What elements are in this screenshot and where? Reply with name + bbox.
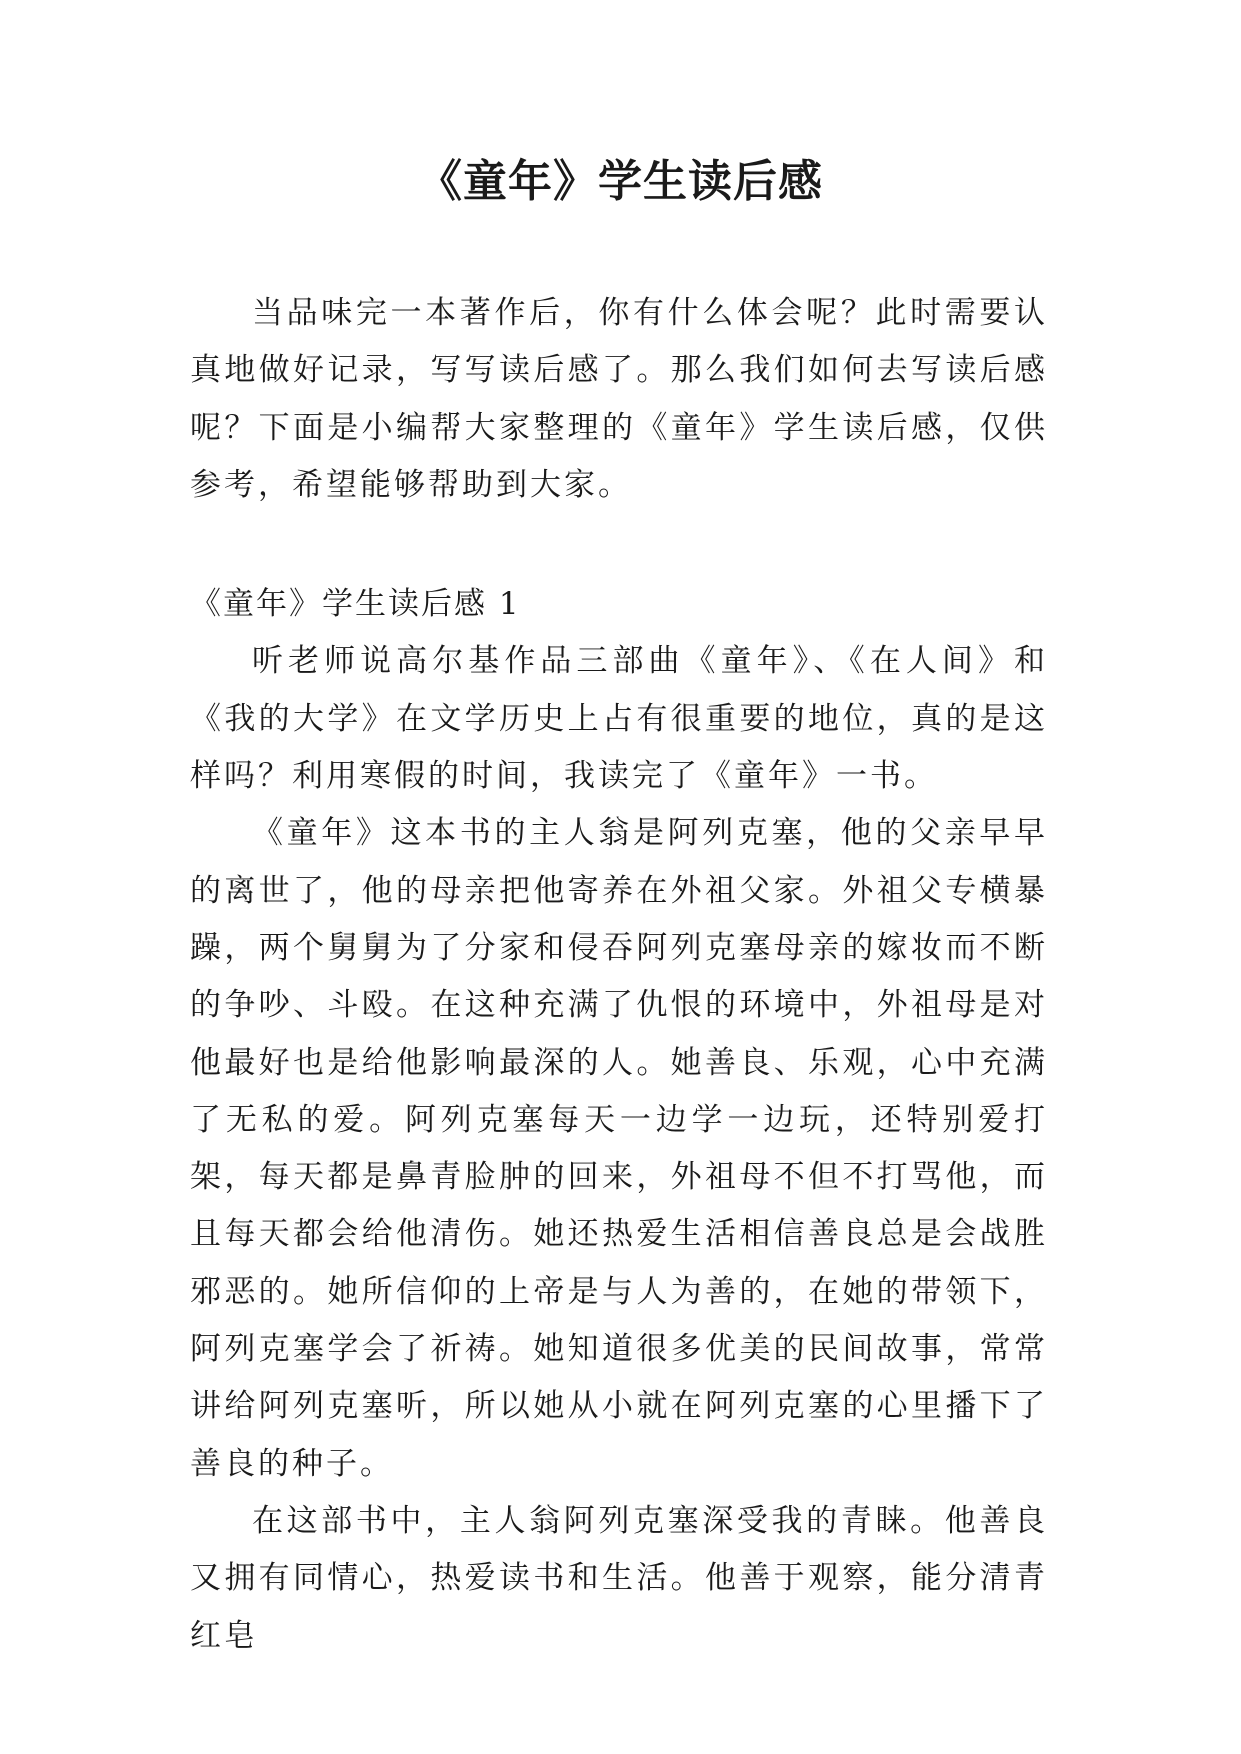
document-body xyxy=(190,285,1048,1665)
section-heading: 《童年》学生读后感 1 xyxy=(190,586,521,623)
intro-paragraph: 当品味完一本著作后，你有什么体会呢？此时需要认真地做好记录，写写读后感了。那么我们如何去写读后感呢？下面是小编帮大家整理的《童年》学生读后感，仅供参考，希望能够帮助到大家。 xyxy=(190,295,1048,503)
document-title: 《童年》学生读后感 xyxy=(418,156,823,207)
body-paragraph-2: 《童年》这本书的主人翁是阿列克塞，他的父亲早早的离世了，他的母亲把他寄养在外祖父家。外祖父专横暴躁，两个舅舅为了分家和侵吞阿列克塞母亲的嫁妆而不断的争吵、斗殴。在这种充满了仇恨的环境中，外祖母是对他最好也是给他影响最深的人。她善良、乐观，心中充满了无私的爱。阿列克塞每天一边学一边玩，还特别爱打架，每天都是鼻青脸肿的回来，外祖母不但不打骂他，而且每天都会给他清伤。她还热爱生活相信善良总是会战胜邪恶的。她所信仰的上帝是与人为善的，在她的带领下，阿列克塞学会了祈祷。她知道很多优美的民间故事，常常讲给阿列克塞听，所以她从小就在阿列克塞的心里播下了善良的种子。 xyxy=(190,815,1048,1482)
body-paragraph-1: 听老师说高尔基作品三部曲《童年》、《在人间》和《我的大学》在文学历史上占有很重要的地位，真的是这样吗？利用寒假的时间，我读完了《童年》一书。 xyxy=(190,643,1048,795)
body-paragraph-3: 在这部书中，主人翁阿列克塞深受我的青睐。他善良又拥有同情心，热爱读书和生活。他善于观察，能分清青红皂 xyxy=(190,1502,1048,1654)
